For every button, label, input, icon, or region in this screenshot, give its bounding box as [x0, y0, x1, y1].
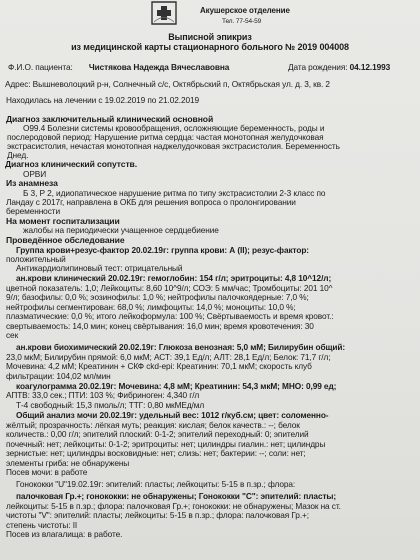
- text-line: АПТВ: 33,0 сек.; ПТИ: 103 %; Фибриноген: 4,340 г/л: [6, 390, 200, 400]
- text-line: зернистые: нет; цилиндры восковидные: нет; слизь: нет; бактерии: --; соли: нет;: [6, 448, 306, 458]
- patient-address: Адрес: Вышневолоцкий р-н, Солнечный с/с, Октябрьский п, Октябрьская ул. д. 3, кв. 2: [5, 79, 330, 89]
- text-line: Антикардиолипиновый тест: отрицательный: [16, 263, 183, 273]
- document-title: Выписной эпикриз: [168, 32, 252, 42]
- text-line: Т-4 свободный: 15,3 пмоль/л; ТТГ: 0,80 мкМЕд/мл: [16, 400, 205, 410]
- patient-name-row: [8, 63, 229, 73]
- text-line: Посев мочи: в работе: [6, 467, 88, 477]
- birth-date-label: Дата рождения:: [288, 62, 348, 72]
- text-line: жалобы на периодически учащенное сердцебиение: [23, 225, 219, 235]
- section-examination: Проведённое обследование: [6, 235, 125, 245]
- text-line: цветной показатель: 1,0; Лейкоциты: 8,60 10^9/л; СОЭ: 5 мм/час; Тромбоциты: 201 10^: [6, 283, 333, 293]
- text-line: чистоты "V": эпителий: пласты; лейкоциты: 5-15 в п.зр.; флора: палочковая Гр.+;: [6, 510, 309, 520]
- text-line: степень чистоты: II: [6, 520, 78, 530]
- biochem-blood-test-line: ан.крови биохимический 20.02.19г: Глюкоза венозная: 5,0 мМ; Билирубин общий:: [16, 342, 346, 352]
- patient-name-label: Ф.И.О. пациента:: [8, 62, 73, 72]
- text-line: сек: [6, 330, 19, 340]
- hospital-header: [150, 0, 290, 30]
- text-line: элементы гриба: не обнаружены: [6, 458, 130, 468]
- gonococcus-test-line: палочковая Гр.+; гонококки: не обнаружены; Гонококки "С": эпителий: пласты;: [16, 491, 337, 501]
- text-line: жёлтый; прозрачность: лёгкая муть; реакция: кислая; белок качеств.: --; белок: [6, 420, 300, 430]
- text-line: плазматические: 0,0 %; итого лейкоформула: 100 %; Свёртываемость и время кровот.:: [6, 311, 334, 321]
- text-line: лейкоциты: 5-15 в п.зр.; флора: палочковая Гр.+; гонококки: не обнаружены; Мазок на ст.: [6, 501, 341, 511]
- blood-group-line: Группа крови+резус-фактор 20.02.19г: группа крови: А (II); резус-фактор:: [16, 245, 309, 255]
- birth-date-row: [288, 63, 390, 73]
- birth-date: 04.12.1993: [349, 62, 391, 72]
- text-line: послеродовой период: Нарушение ритма сердца: частая монотопная желудочковая: [7, 132, 324, 142]
- document-subtitle: из медицинской карты стационарного больного № 2019 004008: [71, 42, 349, 52]
- text-line: Б 3, Р 2, идиопатическое нарушение ритма по типу экстрасистолии 2-3 класс по: [23, 188, 326, 198]
- text-line: Посев из влагалища: в работе.: [6, 529, 123, 539]
- section-concomitant-diagnosis: Диагноз клинический сопутств.: [5, 159, 138, 169]
- text-line: количеств.: 0,00 г/л; эпителий плоский: 0-1-2; эпителий переходный: 0; эпителий: [6, 429, 309, 439]
- text-line: Гонококки "U"19.02.19г: эпителий: пласты; лейкоциты: 5-15 в п.зр.; флора:: [16, 479, 296, 489]
- hospital-stay: Находилась на лечении с 19.02.2019 по 21.02.2019: [6, 95, 199, 105]
- section-admission: На момент госпитализации: [6, 216, 120, 226]
- text-line: положительный: [6, 254, 66, 264]
- clinical-blood-test-line: ан.крови клинический 20.02.19г: гемоглобин: 154 г/л; эритроциты: 4,8 10^12/л;: [16, 273, 332, 283]
- text-line: О99.4 Болезни системы кровообращения, осложняющие беременность, роды и: [23, 123, 325, 133]
- section-anamnesis: Из анамнеза: [6, 178, 58, 188]
- text-line: 23,0 мкМ; Билирубин прямой: 6,0 мкМ; АСТ: 39,1 Ед/л; АЛТ: 28,1 Ед/л; Белок: 71,7 г/л;: [6, 352, 331, 362]
- section-final-diagnosis: Диагноз заключительный клинический основной: [6, 114, 214, 124]
- text-line: нейтрофилы сегментирован: 68,0 %; лимфоциты: 14,0 %; моноциты: 10,0 %;: [6, 302, 296, 312]
- text-line: Мочевина: 4,2 мМ; Креатинин + СКФ ckd-epi: Креатинин: 70,1 мкМ; скорость клуб: [6, 361, 312, 371]
- text-line: фильтрации: 104,02 мл/мин: [6, 371, 111, 381]
- text-line: Днед.: [7, 150, 29, 160]
- text-line: 9/л; базофилы: 0,0 %; эозинофилы: 1,0 %; нейтрофилы палочкоядерные: 7,0 %;: [6, 292, 309, 302]
- department-phone: Тел. 77-54-59: [222, 18, 262, 25]
- text-line: Ландау с 2017г, направлена в ОКБ для решения вопроса о пролонгировании: [6, 197, 296, 207]
- hospital-logo-icon: [150, 0, 178, 26]
- text-line: свертываемость: 14,0 мин; конец свёртывания: 16,0 мин; время кровотечения: 30: [6, 321, 314, 331]
- patient-name: Чистякова Надежда Вячеславовна: [88, 62, 230, 72]
- coagulogram-line: коагулограмма 20.02.19г: Мочевина: 4,8 мМ; Креатинин: 54,3 мкМ; МНО: 0,99 ед;: [16, 381, 337, 391]
- text-line: экстрасистолия, нечастая монотопная наджелудочковая экстрасистолия. Беременность: [7, 141, 340, 151]
- text-line: ОРВИ: [23, 169, 47, 179]
- text-line: почечный: нет; лейкоциты: 0-1-2; эритроциты: нет; цилиндры гиалин.: нет; цилиндры: [6, 439, 326, 449]
- department-name: Акушерское отделение: [200, 6, 290, 15]
- urinalysis-line: Общий анализ мочи 20.02.19г: удельный вес: 1012 г/куб.см; цвет: соломенно-: [16, 410, 329, 420]
- text-line: беременности: [6, 206, 60, 216]
